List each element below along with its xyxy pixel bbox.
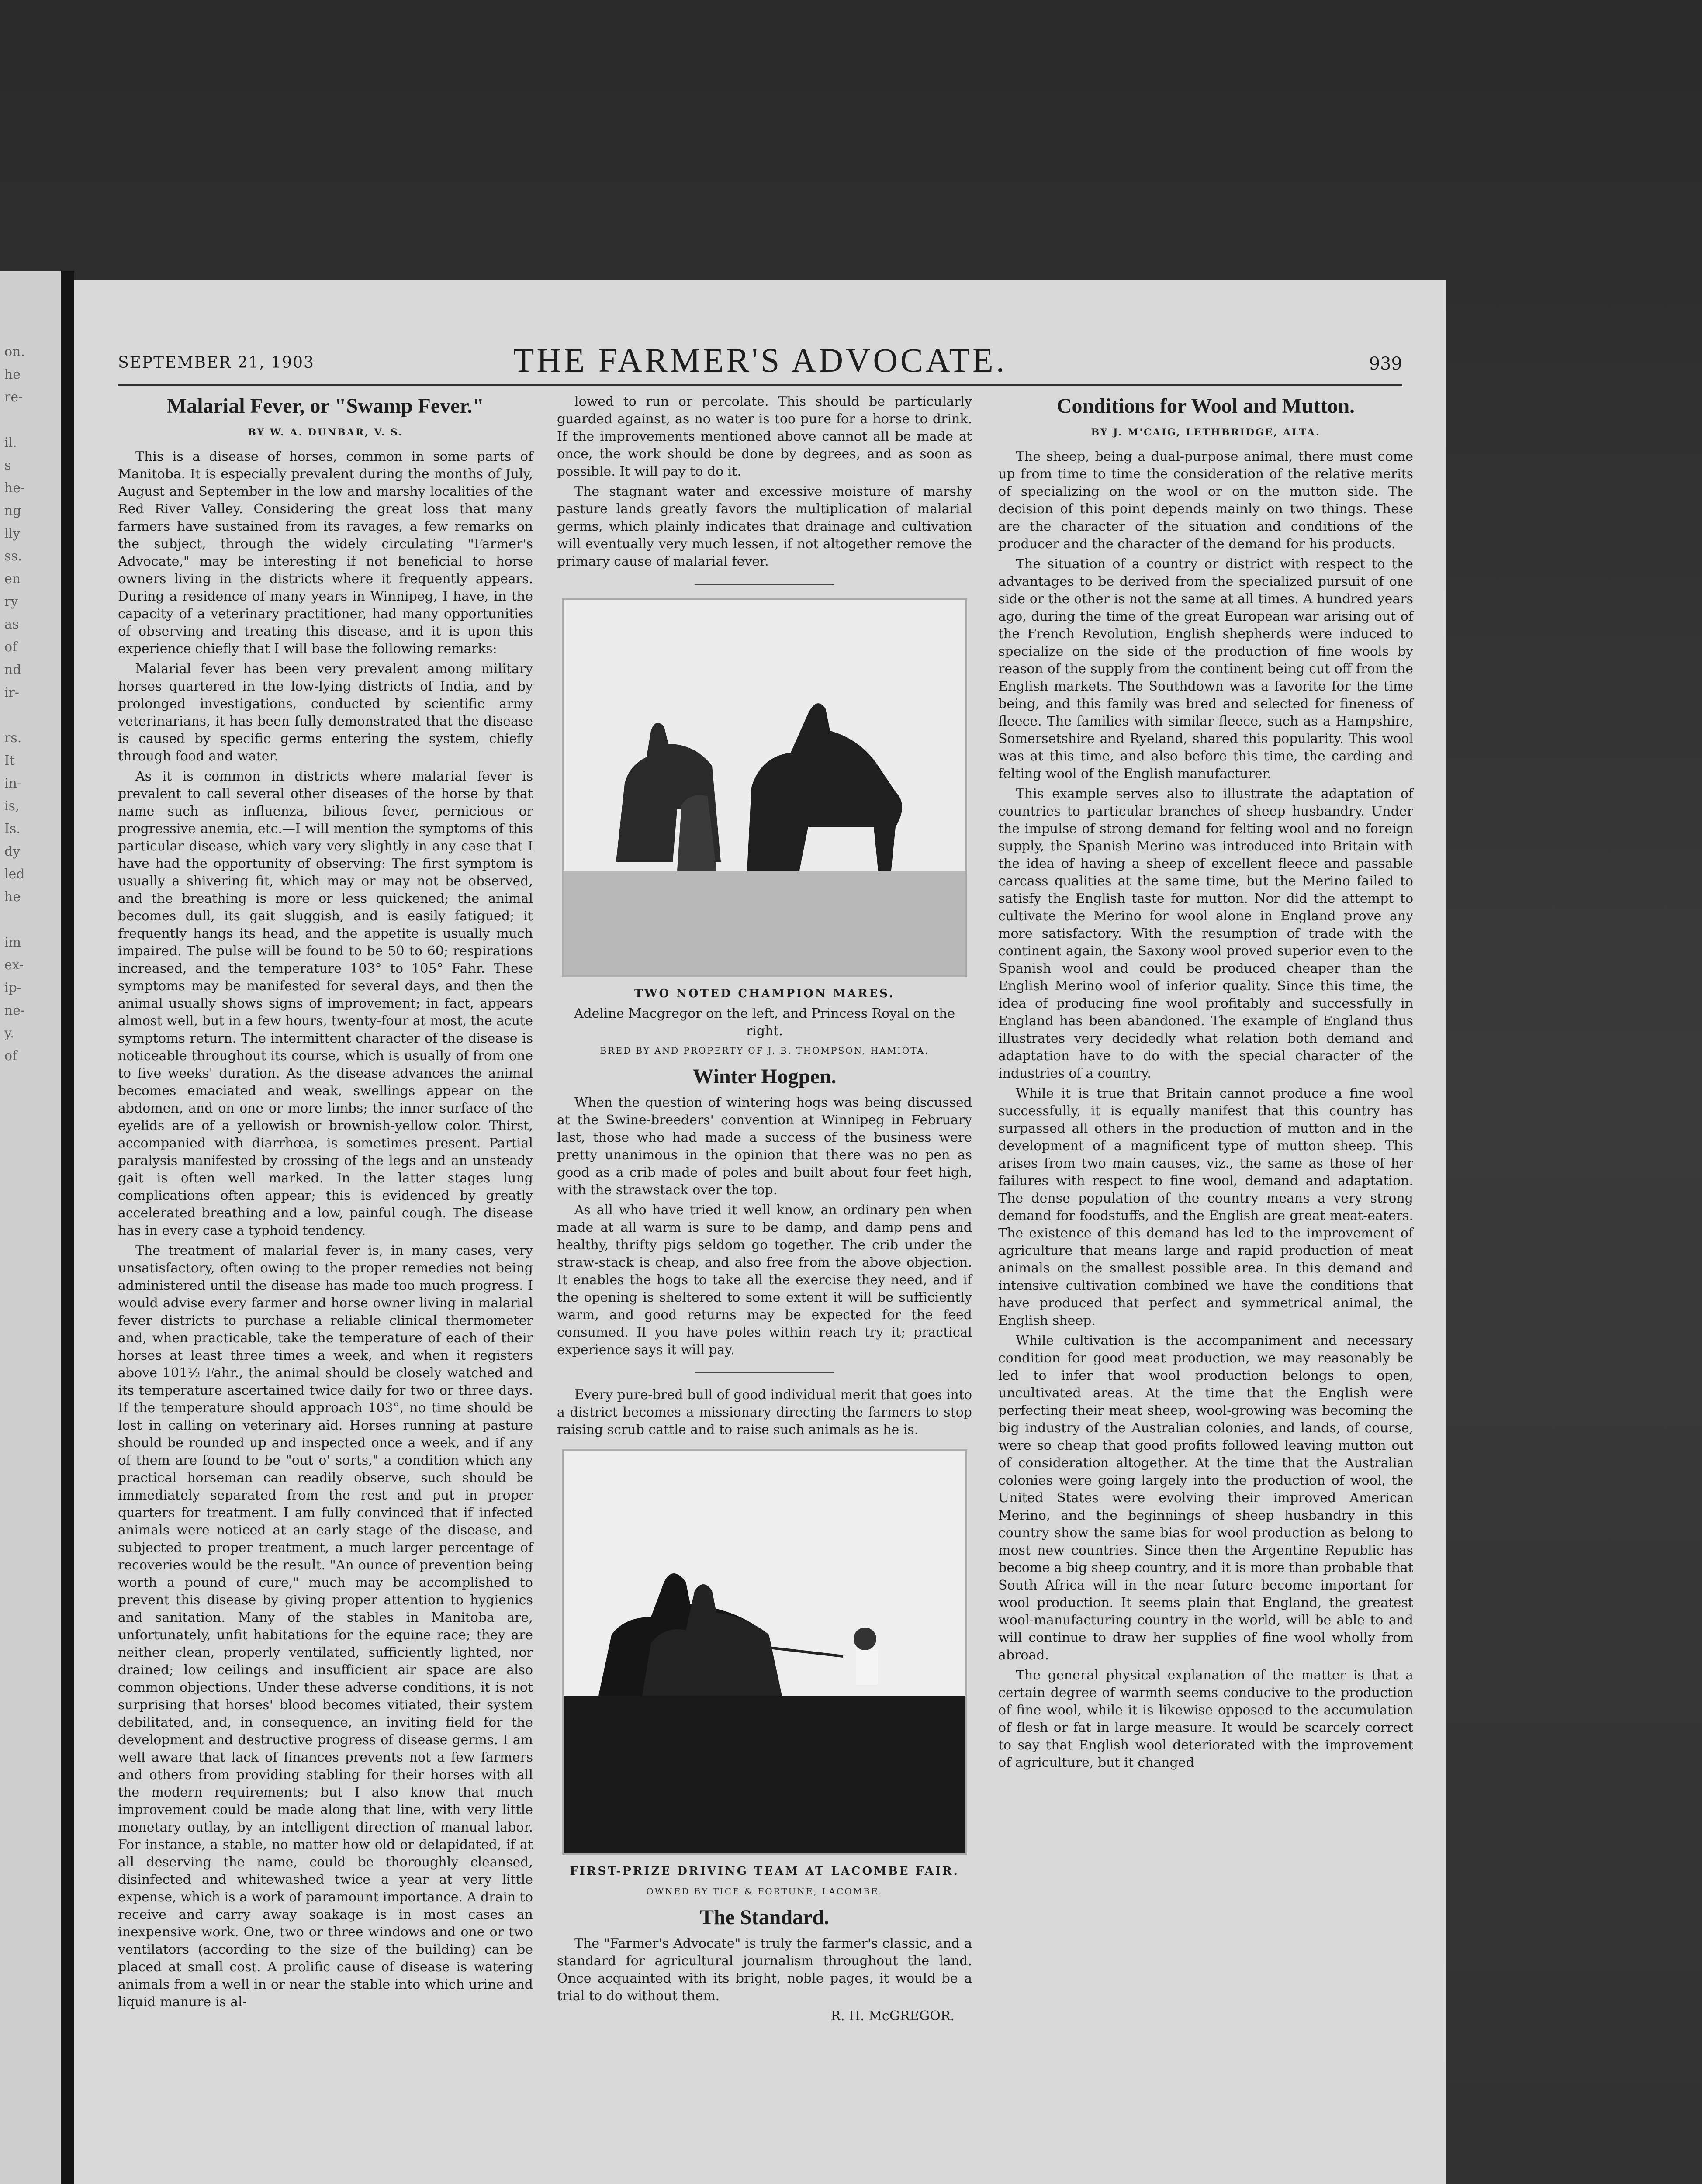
article-byline: BY J. M'CAIG, LETHBRIDGE, ALTA. [1091,427,1321,438]
masthead-rule [118,384,1402,386]
column-malarial-fever [118,393,533,2014]
article-signature: R. H. McGREGOR. [830,2008,955,2024]
article-paragraph: When the question of wintering hogs was being discussed at the Swine-breeders' convention at Winnipeg in February last, those who had made a success of the business were pretty unanimous in the opinion that there was no pen as good as a crib made of poles and built about four feet high, with the strawstack over the top. [557,1095,972,1198]
newspaper-page [74,280,1446,2184]
article-paragraph: As it is common in districts where malarial fever is prevalent to call several other diseases of the horse by that name—such as influenza, bilious fever, pernicious or progressive anemia, etc.—I will mention the symptoms of this particular disease, which vary very slightly in any case that I have had the opportunity of observing: The first symptom is usually a shivering fit, which may or may not be observed, and the breathing is more or less quickened; the animal becomes dull, its gait sluggish, and is easily fatigued; it frequently hangs its head, and the appetite is usually much impaired. The pulse will be found to be 50 to 60; respirations increased, and the temperature 103° to 105° Fahr. These symptoms may be manifested for several days, and then the animal usually shows signs of improvement; in fact, appears almost well, but in a few hours, twenty-four at most, the acute symptoms return. The intermittent character of the disease is noticeable throughout its course, which is usually of from one to five weeks' duration. As the disease advances the animal becomes emaciated and weak, swellings appear on the abdomen, and on one or more limbs; the inner surface of the eyelids are of a yellowish or brownish-yellow color. Thirst, accompanied with diarrhœa, is sometimes present. Partial paralysis manifested by crossing of the legs and an unsteady gait is often well marked. In the latter stages lung complications often appear; this is evidenced by greatly accelerated breathing and a low, painful cough. The disease has in every case a typhoid tendency. [118,769,533,1238]
previous-page-edge [0,271,61,2184]
article-byline: BY W. A. DUNBAR, V. S. [248,427,403,438]
article-title: The Standard. [699,1906,830,1929]
article-paragraph: Malarial fever has been very prevalent among military horses quartered in the low-lying districts of India, and by prolonged investigations, conducted by scientific army veterinarians, it has been fully demonstrated that the disease is caused by specific germs entering the system, chiefly through food and water. [118,661,533,764]
article-paragraph: As all who have tried it well know, an ordinary pen when made at all warm is sure to be damp, and damp pens and healthy, thrifty pigs seldom go together. The crib under the straw-stack is cheap, and also free from the above objection. It enables the hogs to take all the exercise they need, and if the opening is sheltered to some extent it will be sufficiently warm, and good returns may be expected for the feed consumed. If you have poles within reach try it; practical experience says it will pay. [557,1203,972,1358]
photo-caption: TWO NOTED CHAMPION MARES. [634,987,895,1000]
photo-subcaption: Adeline Macgregor on the left, and Princess Royal on the right. [574,1006,955,1039]
publication-title: THE FARMER'S ADVOCATE. [513,341,1007,379]
article-title: Winter Hogpen. [692,1065,837,1088]
article-paragraph: This is a disease of horses, common in some parts of Manitoba. It is especially prevalent during the months of July, August and September in the low and marshy localities of the Red River Valley. Considering the great loss that many farmers have sustained from its ravages, a few remarks on the subject, through the widely circulating "Farmer's Advocate," may be interesting if not beneficial to horse owners living in the districts where it frequently appears. During a residence of many years in Winnipeg, I have, in the capacity of a veterinary practitioner, had many opportunities of observing and treating this disease, and it is upon this experience chiefly that I will base the following remarks: [118,449,533,657]
article-title: Malarial Fever, or "Swamp Fever." [166,394,484,418]
previous-page-text: on. he re- il. s he- ng lly ss. en ry as of nd ir- rs. It in- is, Is. dy led he im ex- ip- ne- y. of [4,344,25,1064]
driving-team-illustration [564,1451,965,1853]
article-paragraph: The "Farmer's Advocate" is truly the farmer's classic, and a standard for agricultural journalism throughout the land. Once acquainted with its bright, noble pages, it would be a trial to do without them. [557,1936,972,2004]
article-paragraph: The stagnant water and excessive moisture of marshy pasture lands greatly favors the multiplication of malarial germs, which plainly indicates that drainage and cultivation will eventually very much lessen, if not altogether remove the primary cause of malarial fever. [557,484,972,569]
photo-champion-mares [562,598,967,977]
article-paragraph: While cultivation is the accompaniment and necessary condition for good meat production, we may reasonably be led to infer that wool production belongs to open, uncultivated areas. At the time that the English were perfecting their meat sheep, wool-growing was becoming the big industry of the Australian colonies, and lands, of course, were so cheap that good profits followed leaving mutton out of consideration altogether. At the time that the Australian colonies were going largely into the production of wool, the United States were evolving their improved American Merino, and the beginnings of sheep husbandry in this country show the same bias for wool production as belong to most new countries. Since then the Argentine Republic has become a big sheep country, and it is more than probable that South Africa will in the near future become important for wool production. It seems plain that England, the greatest wool-manufacturing country in the world, will be able to and will continue to draw her supplies of fine wool wholly from abroad. [998,1333,1413,1663]
article-paragraph: While it is true that Britain cannot produce a fine wool successfully, it is equally manifest that this country has surpassed all others in the production of mutton and in the development of a magnificent type of mutton sheep. This arises from two main causes, viz., the same as those of her failures with respect to fine wool, demand and adaptation. The dense population of the country means a very strong demand for foodstuffs, and the English are great meat-eaters. The existence of this demand has led to the improvement of agriculture that means large and rapid production of meat animals on the smallest possible area. In this demand and intensive cultivation combined we have the conditions that have produced that perfect and symmetrical animal, the English sheep. [998,1086,1413,1328]
article-paragraph: The treatment of malarial fever is, in many cases, very unsatisfactory, often owing to the proper remedies not being administered until the disease has made too much progress. I would advise every farmer and horse owner living in malarial fever districts to purchase a reliable clinical thermometer and, when practicable, take the temperature of each of their horses at least three times a week, and when it registers above 101½ Fahr., the animal should be closely watched and its temperature ascertained twice daily for two or three days. If the temperature should approach 103°, no time should be lost in calling on veterinary aid. Horses running at pasture should be rounded up and inspected once a week, and if any of them are found to be "out o' sorts," a condition which any practical horseman can readily observe, such should be immediately separated from the rest and put in proper quarters for treatment. I am fully convinced that if infected animals were noticed at an early stage of the disease, and subjected to proper treatment, a much larger percentage of recoveries would be the result. "An ounce of prevention being worth a pound of cure," much may be accomplished to prevent this disease by giving proper attention to hygienics and sanitation. Many of the stables in Manitoba are, unfortunately, unfit habitations for the equine race; they are neither clean, properly ventilated, sufficiently lighted, nor drained; low ceilings and insufficient air space are also common objections. Under these adverse conditions, it is not surprising that horses' blood becomes vitiated, their system debilitated, and, in consequence, an inviting field for the development and destructive progress of disease germs. I am well aware that lack of finances prevents not a few farmers and others from providing stabling for their horses with all the modern requirements; but I also know that much improvement could be made along that line, with very little monetary outlay, by an intelligent direction of manual labor. For instance, a stable, no matter how old or delapidated, if at all deserving the name, could be thoroughly cleansed, disinfected and whitewashed twice a year at very little expense, which is a work of paramount importance. A drain to receive and carry away soakage is in most cases an inexpensive work. One, two or three windows and one or two ventilators (according to the size of the building) can be placed at small cost. A prolific cause of disease is watering animals from a well in or near the stable into which urine and liquid manure is al- [118,1243,533,2010]
section-divider [695,584,834,585]
photo-driving-team [562,1449,967,1855]
page-gutter [61,271,74,2184]
photo-caption: FIRST-PRIZE DRIVING TEAM AT LACOMBE FAIR. [570,1865,959,1878]
masthead [118,341,1402,380]
article-title: Conditions for Wool and Mutton. [1056,394,1355,418]
section-divider [695,1372,834,1373]
issue-date: SEPTEMBER 21, 1903 [118,354,315,372]
page-number: 939 [1369,354,1402,374]
column-wool-and-mutton [998,393,1413,1774]
article-paragraph: Every pure-bred bull of good individual merit that goes into a district becomes a missionary directing the farmers to stop raising scrub cattle and to raise such animals as he is. [557,1387,972,1438]
photo-credit: OWNED BY TICE & FORTUNE, LACOMBE. [646,1886,883,1897]
article-paragraph: The situation of a country or district with respect to the advantages to be derived from the specialized pursuit of one side or the other is not the same at all times. A hundred years ago, during the time of the great European war arising out of the French Revolution, English shepherds were induced to specialize on the side of the production of fine wools by reason of the supply from the continent being cut off from the English markets. The Southdown was a favorite for the time being, and this family was bred and selected for fineness of fleece. The families with similar fleece, such as a Hampshire, Somersetshire and Ryeland, shared this popularity. This wool was at this time, and also before this time, the carding and felting wool of the English manufacturer. [998,556,1413,781]
article-paragraph: The sheep, being a dual-purpose animal, there must come up from time to time the consideration of the relative merits of specializing on the wool or on the mutton side. The decision of this point depends mainly on two things. These are the character of the situation and conditions of the producer and the character of the demand for his products. [998,449,1413,552]
column-middle [557,393,972,2025]
photo-credit: BRED BY AND PROPERTY OF J. B. THOMPSON, HAMIOTA. [600,1045,929,1056]
article-paragraph: The general physical explanation of the matter is that a certain degree of warmth seems conducive to the production of fine wool, while it is likewise opposed to the accumulation of flesh or fat in large measure. It would be scarcely correct to say that English wool deteriorated with the improvement of agriculture, but it changed [998,1668,1413,1770]
article-paragraph: lowed to run or percolate. This should be particularly guarded against, as no water is too pure for a horse to drink. If the improvements mentioned above cannot all be made at once, the work should be done by degrees, and as soon as possible. It will pay to do it. [557,394,972,479]
mares-illustration [564,600,965,975]
article-paragraph: This example serves also to illustrate the adaptation of countries to particular branches of sheep husbandry. Under the impulse of strong demand for felting wool and no foreign supply, the Spanish Merino was introduced into Britain with the idea of having a sheep of excellent fleece and passable carcass qualities at the same time, but the Merino failed to satisfy the English taste for mutton. Nor did the attempt to cultivate the Merino for wool alone in England prove any more satisfactory. With the resumption of trade with the continent again, the Saxony wool proved superior even to the Spanish wool and could be produced cheaper than the English Merino wool of inferior quality. Since this time, the idea of producing fine wool profitably and successfully in England has been abandoned. The example of England thus illustrates very decidedly what relation both demand and adaptation have to do with the special character of the industries of a country. [998,786,1413,1081]
